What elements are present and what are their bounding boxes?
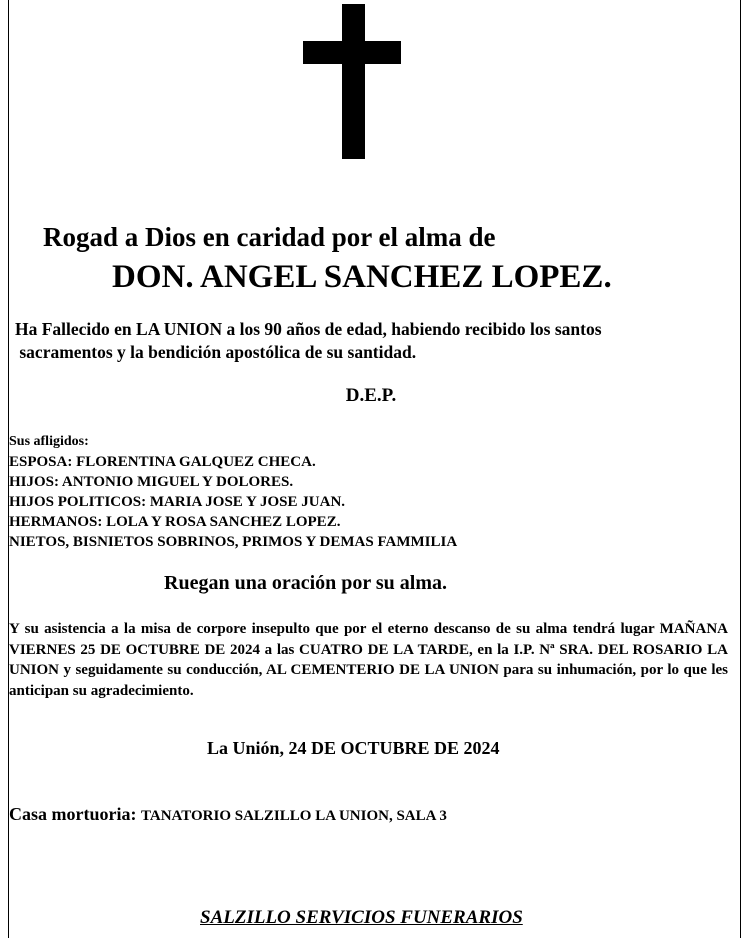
heading-line: Rogad a Dios en caridad por el alma de [43, 222, 496, 252]
cross-horizontal-bar [303, 41, 401, 64]
cross-vertical-bar [342, 4, 365, 159]
announcement-line-2: sacramentos y la bendición apostólica de su santidad. [15, 342, 417, 362]
announcement [15, 318, 602, 364]
family-line: HIJOS POLITICOS: MARIA JOSE Y JOSE JUAN. [9, 494, 346, 510]
family-line: NIETOS, BISNIETOS SOBRINOS, PRIMOS Y DEMAS FAMMILIA [9, 534, 458, 550]
funeral-home-label: Casa mortuoria: [9, 804, 137, 824]
funeral-home-value: TANATORIO SALZILLO LA UNION, SALA 3 [140, 808, 447, 824]
family-line: HERMANOS: LOLA Y ROSA SANCHEZ LOPEZ. [9, 514, 341, 530]
prayer-request: Ruegan una oración por su alma. [164, 572, 448, 594]
family-intro: Sus afligidos: [9, 434, 89, 449]
deceased-name: DON. ANGEL SANCHEZ LOPEZ. [112, 259, 612, 295]
date-line: La Unión, 24 DE OCTUBRE DE 2024 [207, 738, 500, 758]
funeral-home [9, 804, 447, 825]
funeral-services-footer: SALZILLO SERVICIOS FUNERARIOS [200, 907, 523, 928]
family-line: ESPOSA: FLORENTINA GALQUEZ CHECA. [9, 454, 316, 470]
dep-label: D.E.P. [345, 385, 397, 406]
family-line: HIJOS: ANTONIO MIGUEL Y DOLORES. [9, 474, 294, 490]
announcement-line-1: Ha Fallecido en LA UNION a los 90 años de edad, habiendo recibido los santos [15, 319, 602, 339]
family-list [9, 432, 457, 552]
mass-paragraph: Y su asistencia a la misa de corpore insepulto que por el eterno descanso de su alma tendrá lugar MAÑANA VIERNES 25 DE OCTUBRE DE 2024 a las CUATRO DE LA TARDE, en la I.P. Nª SRA. DEL ROSARIO LA UNION y seguidamente su conducción, AL CEMENTERIO DE LA UNION para su inhumación, por lo que les anticipan su agradecimiento. [9, 621, 728, 699]
